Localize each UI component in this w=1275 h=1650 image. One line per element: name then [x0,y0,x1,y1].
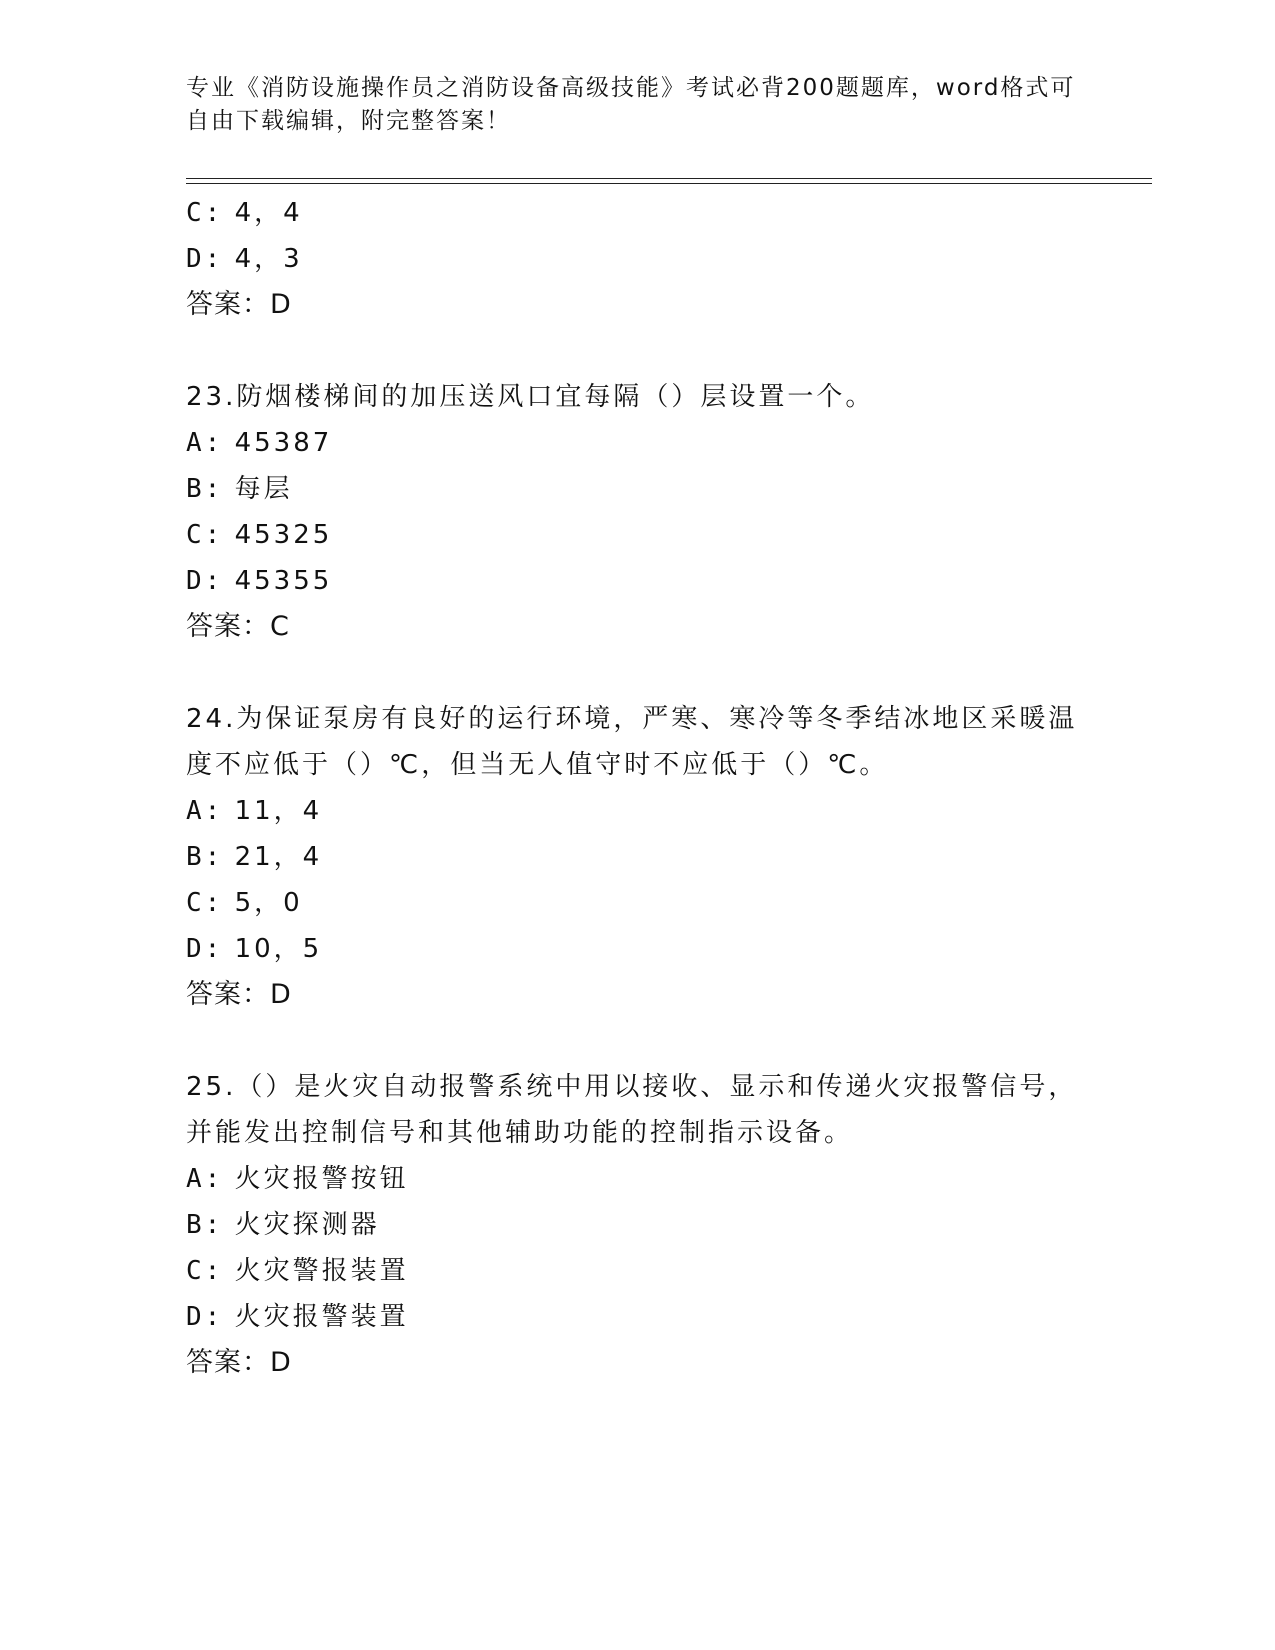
option-a: A: 11，4 [186,796,323,826]
option-c: C: 5，0 [186,888,303,918]
option-c: C: 4，4 [186,198,303,228]
question-stem-line-2: 度不应低于（）℃，但当无人值守时不应低于（）℃。 [186,750,889,780]
question-stem-line-1: 25.（）是火灾自动报警系统中用以接收、显示和传递火灾报警信号， [186,1072,1078,1102]
prev-question-block [186,190,1086,328]
answer-line: 答案：D [186,289,292,320]
spacer [186,1018,1086,1064]
option-b: B: 21，4 [186,842,323,872]
option-c: C: 45325 [186,520,333,550]
answer-line: 答案：C [186,611,290,642]
option-d: D: 45355 [186,566,333,596]
answer-line: 答案：D [186,979,292,1010]
option-b: B: 火灾探测器 [186,1210,380,1240]
answer-line: 答案：D [186,1347,292,1378]
document-header [186,72,1086,138]
header-line-1: 专业《消防设施操作员之消防设备高级技能》考试必背200题题库，word格式可 [186,75,1076,101]
option-d: D: 10，5 [186,934,323,964]
option-a: A: 火灾报警按钮 [186,1164,409,1194]
spacer [186,328,1086,374]
option-a: A: 45387 [186,428,333,458]
question-24 [186,696,1086,1018]
option-b: B: 每层 [186,474,293,504]
spacer [186,650,1086,696]
question-stem: 23.防烟楼梯间的加压送风口宜每隔（）层设置一个。 [186,382,875,412]
question-content [186,190,1086,1386]
header-line-2: 自由下载编辑，附完整答案！ [186,108,511,134]
option-d: D: 4，3 [186,244,303,274]
question-stem-line-2: 并能发出控制信号和其他辅助功能的控制指示设备。 [186,1118,854,1148]
question-23 [186,374,1086,650]
question-stem-line-1: 24.为保证泵房有良好的运行环境，严寒、寒冷等冬季结冰地区采暖温 [186,704,1078,734]
option-d: D: 火灾报警装置 [186,1302,409,1332]
header-divider [186,178,1152,184]
question-25 [186,1064,1086,1386]
option-c: C: 火灾警报装置 [186,1256,409,1286]
